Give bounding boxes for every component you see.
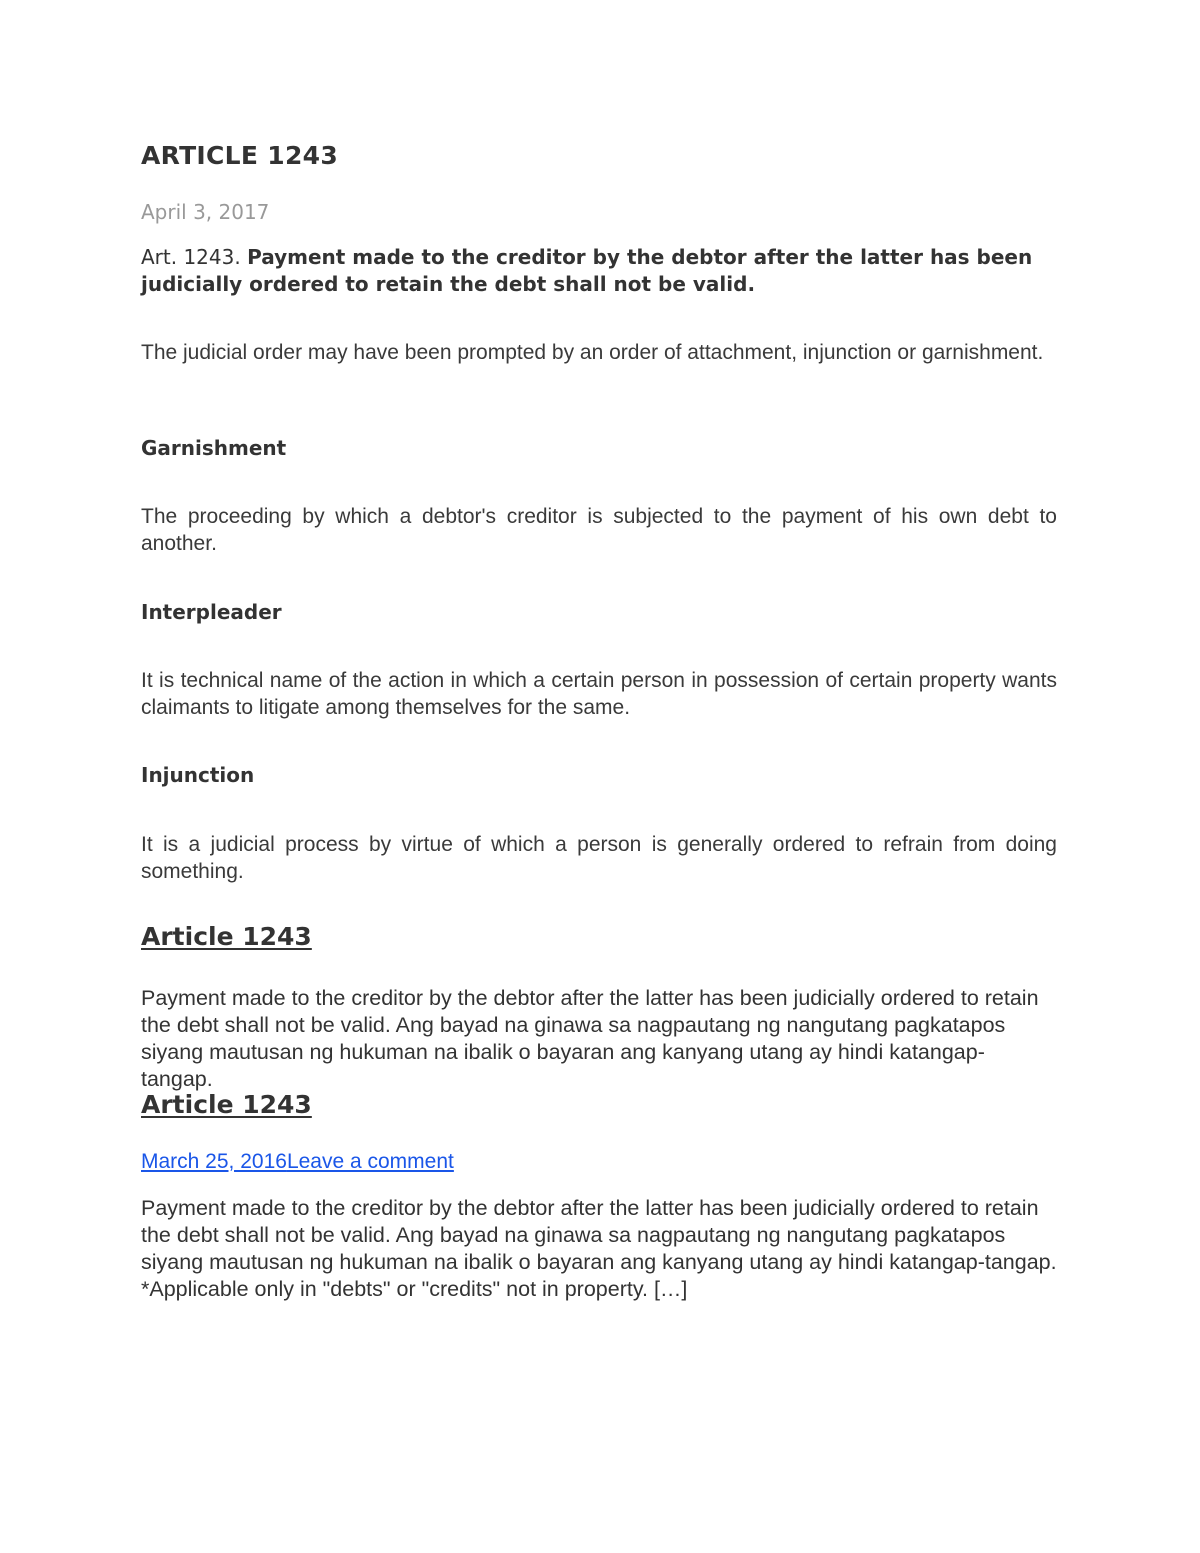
term-text-garnishment: The proceeding by which a debtor's creditor is subjected to the payment of his own debt to another.	[141, 505, 1057, 555]
article-bold-text: Payment made to the creditor by the debtor after the latter has been judicially ordered to retain the debt shall not be valid.	[141, 245, 1033, 296]
post-date: April 3, 2017	[141, 200, 270, 224]
post2-title: Article 1243	[141, 1090, 312, 1119]
post2-date-link[interactable]: March 25, 2016	[141, 1150, 287, 1173]
post2-meta	[141, 1150, 1057, 1174]
page-title: ARTICLE 1243	[141, 141, 339, 170]
intro-paragraph: The judicial order may have been prompted by an order of attachment, injunction or garnishment.	[141, 341, 1044, 364]
post2-body: Payment made to the creditor by the debtor after the latter has been judicially ordered to retain the debt shall not be valid. Ang bayad na ginawa sa nagpautang ng nangutang pagkatapos siyang mautusan ng hukuman na ibalik o bayaran ang kanyang utang ay hindi katangap-tangap. *Applicable only in "debts" or "credits" not in property. […]	[141, 1196, 1057, 1301]
post1-title: Article 1243	[141, 922, 312, 951]
term-text-interpleader: It is technical name of the action in which a certain person in possession of certain property wants claimants to litigate among themselves for the same.	[141, 669, 1057, 719]
post1-body: Payment made to the creditor by the debtor after the latter has been judicially ordered to retain the debt shall not be valid. Ang bayad na ginawa sa nagpautang ng nangutang pagkatapos siyang mautusan ng hukuman na ibalik o bayaran ang kanyang utang ay hindi katangap-tangap.	[141, 986, 1039, 1091]
term-text-injunction: It is a judicial process by virtue of which a person is generally ordered to refrain from doing something.	[141, 833, 1057, 883]
term-heading-interpleader: Interpleader	[141, 600, 282, 624]
article-prefix: Art. 1243.	[141, 245, 248, 269]
article-statement	[141, 244, 1057, 298]
term-heading-injunction: Injunction	[141, 763, 255, 787]
leave-comment-link[interactable]: Leave a comment	[286, 1150, 454, 1173]
term-heading-garnishment: Garnishment	[141, 436, 287, 460]
